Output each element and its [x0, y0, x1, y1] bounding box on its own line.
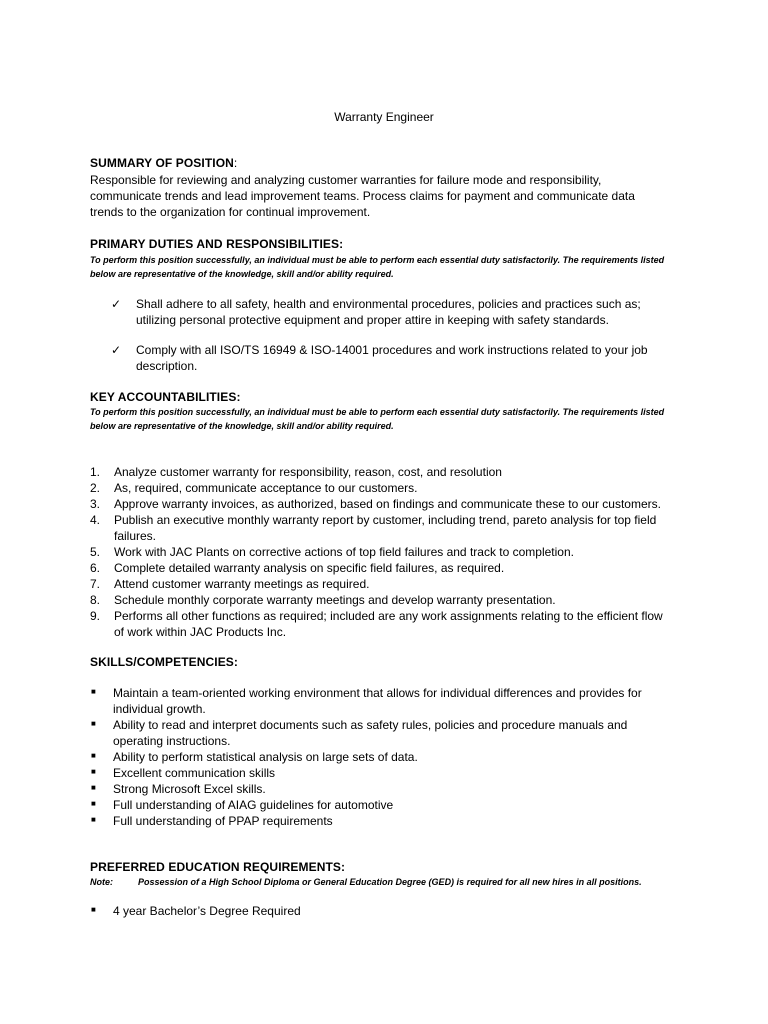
list-item — [90, 781, 673, 797]
duties-list — [111, 296, 681, 388]
item-text: Publish an executive monthly warranty report by customer, including trend, pareto analysis for top field failures. — [114, 513, 657, 543]
square-bullet-icon: ■ — [91, 767, 96, 776]
skill-text: Full understanding of PPAP requirements — [113, 814, 333, 828]
list-item — [90, 480, 669, 496]
item-text: Schedule monthly corporate warranty meetings and develop warranty presentation. — [114, 593, 556, 607]
list-item — [90, 512, 669, 544]
item-number: 5. — [90, 545, 101, 559]
duty-text: Shall adhere to all safety, health and environmental procedures, policies and practices such as; utilizing personal protective equipment and proper attire in keeping with safety standards. — [136, 297, 641, 327]
item-number: 8. — [90, 593, 101, 607]
duty-text: Comply with all ISO/TS 16949 & ISO-14001 procedures and work instructions related to your job description. — [136, 343, 648, 373]
skill-text: Ability to read and interpret documents such as safety rules, policies and procedure manuals and operating instructions. — [113, 718, 628, 748]
list-item — [90, 749, 673, 765]
duties-note: To perform this position successfully, an individual must be able to perform each essential duty satisfactorily. The requirements listed below are representative of the knowledge, skill and/or ability required. — [90, 255, 665, 279]
accountabilities-list — [90, 464, 669, 640]
list-item — [90, 903, 673, 919]
item-text: As, required, communicate acceptance to our customers. — [114, 481, 418, 495]
item-number: 1. — [90, 465, 101, 479]
item-text: Performs all other functions as required; included are any work assignments relating to the efficient flow of work within JAC Products Inc. — [114, 609, 663, 639]
education-note — [90, 875, 730, 889]
summary-text: Responsible for reviewing and analyzing customer warranties for failure mode and responsibility, communicate trends and lead improvement teams. Process claims for payment and communicate data trends to the organization for continual improvement. — [90, 173, 635, 219]
education-text: 4 year Bachelor’s Degree Required — [113, 904, 301, 918]
square-bullet-icon: ■ — [91, 799, 96, 808]
accountabilities-note: To perform this position successfully, an individual must be able to perform each essential duty satisfactorily. The requirements listed below are representative of the knowledge, skill and/or ability required. — [90, 407, 665, 431]
item-number: 9. — [90, 609, 101, 623]
list-item — [90, 797, 673, 813]
skill-text: Maintain a team-oriented working environment that allows for individual differences and provides for individual growth. — [113, 686, 642, 716]
list-item — [90, 717, 673, 749]
list-item — [90, 464, 669, 480]
accountabilities-heading: KEY ACCOUNTABILITIES: — [90, 390, 241, 404]
skills-heading: SKILLS/COMPETENCIES: — [90, 655, 239, 669]
list-item — [111, 342, 681, 374]
list-item — [90, 576, 669, 592]
list-item — [90, 608, 669, 640]
item-text: Complete detailed warranty analysis on specific field failures, as required. — [114, 561, 505, 575]
list-item — [90, 544, 669, 560]
education-heading: PREFERRED EDUCATION REQUIREMENTS: — [90, 860, 346, 874]
list-item — [111, 296, 681, 328]
summary-heading-text: SUMMARY OF POSITION — [90, 156, 234, 170]
item-text: Attend customer warranty meetings as required. — [114, 577, 370, 591]
list-item — [90, 496, 669, 512]
summary-heading — [90, 156, 237, 170]
item-number: 6. — [90, 561, 101, 575]
note-text: Possession of a High School Diploma or General Education Degree (GED) is required for all new hires in all positions. — [138, 877, 642, 887]
list-item — [90, 813, 673, 829]
list-item — [90, 560, 669, 576]
check-icon: ✓ — [111, 343, 122, 357]
item-text: Analyze customer warranty for responsibility, reason, cost, and resolution — [114, 465, 502, 479]
item-number: 3. — [90, 497, 101, 511]
item-text: Approve warranty invoices, as authorized, based on findings and communicate these to our customers. — [114, 497, 661, 511]
skills-list — [90, 685, 673, 829]
item-text: Work with JAC Plants on corrective actions of top field failures and track to completion. — [114, 545, 574, 559]
summary-heading-colon: : — [233, 156, 238, 170]
skill-text: Ability to perform statistical analysis on large sets of data. — [113, 750, 418, 764]
square-bullet-icon: ■ — [91, 751, 96, 760]
check-icon: ✓ — [111, 297, 122, 311]
duties-heading: PRIMARY DUTIES AND RESPONSIBILITIES: — [90, 237, 344, 251]
square-bullet-icon: ■ — [91, 719, 96, 728]
square-bullet-icon: ■ — [91, 815, 96, 824]
square-bullet-icon: ■ — [91, 687, 96, 696]
skill-text: Strong Microsoft Excel skills. — [113, 782, 266, 796]
document-title: Warranty Engineer — [334, 110, 434, 124]
list-item — [90, 685, 673, 717]
item-number: 4. — [90, 513, 101, 527]
skill-text: Full understanding of AIAG guidelines for automotive — [113, 798, 394, 812]
square-bullet-icon: ■ — [91, 783, 96, 792]
note-label: Note: — [90, 877, 113, 887]
list-item — [90, 765, 673, 781]
square-bullet-icon: ■ — [91, 905, 96, 914]
list-item — [90, 592, 669, 608]
education-list — [90, 903, 673, 919]
skill-text: Excellent communication skills — [113, 766, 276, 780]
item-number: 7. — [90, 577, 101, 591]
item-number: 2. — [90, 481, 101, 495]
